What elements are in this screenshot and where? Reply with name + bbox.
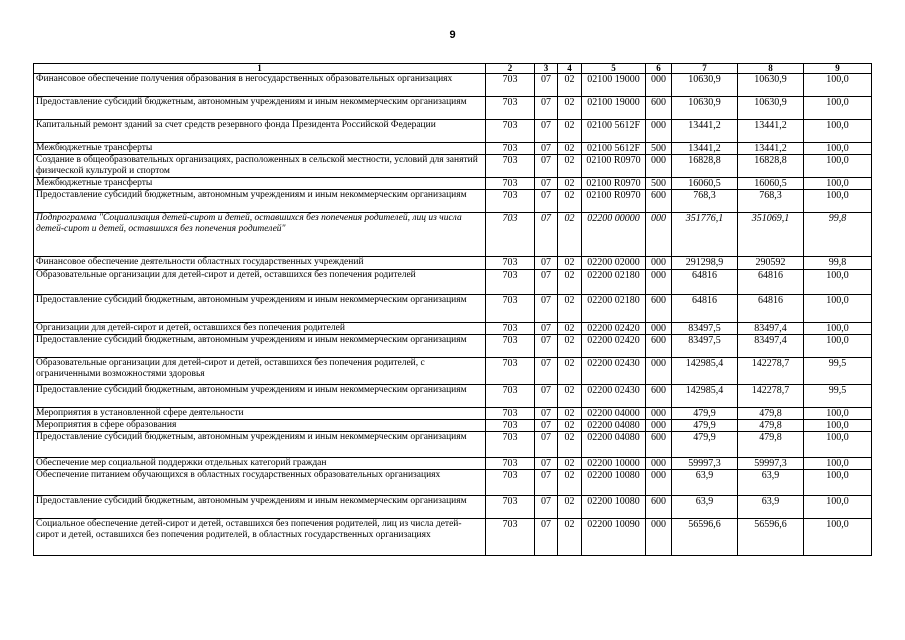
- row-col-2: 703: [486, 519, 535, 556]
- row-col-5: 02200 02420: [582, 335, 646, 358]
- table-row: [34, 519, 872, 556]
- row-col-5: 02100 19000: [582, 97, 646, 120]
- row-col-4: 02: [558, 155, 582, 178]
- row-name: Мероприятия в установленной сфере деятельности: [34, 408, 486, 420]
- row-col-9: 100,0: [804, 120, 872, 143]
- row-col-8: 479,8: [738, 408, 804, 420]
- row-name: Предоставление субсидий бюджетным, автономным учреждениям и иным некоммерческим организациям: [34, 295, 486, 323]
- row-col-6: 600: [646, 496, 672, 519]
- row-col-9: 100,0: [804, 335, 872, 358]
- row-col-3: 07: [535, 496, 558, 519]
- table-row: [34, 190, 872, 213]
- row-col-3: 07: [535, 323, 558, 335]
- row-col-5: 02100 5612F: [582, 120, 646, 143]
- row-col-6: 000: [646, 213, 672, 257]
- row-col-2: 703: [486, 420, 535, 432]
- row-col-6: 500: [646, 143, 672, 155]
- row-col-3: 07: [535, 270, 558, 295]
- row-col-4: 02: [558, 97, 582, 120]
- table-row: [34, 335, 872, 358]
- row-col-5: 02200 10000: [582, 458, 646, 470]
- row-col-9: 100,0: [804, 295, 872, 323]
- budget-table: [33, 63, 872, 556]
- row-col-2: 703: [486, 470, 535, 496]
- row-name: Предоставление субсидий бюджетным, автономным учреждениям и иным некоммерческим организациям: [34, 190, 486, 213]
- row-col-8: 64816: [738, 295, 804, 323]
- row-col-3: 07: [535, 420, 558, 432]
- table-row: [34, 385, 872, 408]
- row-col-9: 100,0: [804, 519, 872, 556]
- row-col-5: 02100 5612F: [582, 143, 646, 155]
- row-col-4: 02: [558, 143, 582, 155]
- row-col-5: 02200 04080: [582, 432, 646, 458]
- column-header: 1: [34, 64, 486, 74]
- row-col-4: 02: [558, 358, 582, 385]
- row-col-7: 142985,4: [672, 358, 738, 385]
- row-col-8: 64816: [738, 270, 804, 295]
- row-col-6: 600: [646, 432, 672, 458]
- row-col-8: 768,3: [738, 190, 804, 213]
- row-col-7: 13441,2: [672, 120, 738, 143]
- table-row: [34, 143, 872, 155]
- table-row: [34, 458, 872, 470]
- row-col-2: 703: [486, 358, 535, 385]
- row-col-3: 07: [535, 257, 558, 270]
- row-col-7: 142985,4: [672, 385, 738, 408]
- row-col-4: 02: [558, 470, 582, 496]
- row-col-6: 600: [646, 97, 672, 120]
- row-col-5: 02100 R0970: [582, 190, 646, 213]
- row-col-2: 703: [486, 120, 535, 143]
- table-row: [34, 257, 872, 270]
- table-row: [34, 155, 872, 178]
- row-name: Образовательные организации для детей-сирот и детей, оставшихся без попечения родителей, с ограниченными возможностями здоровья: [34, 358, 486, 385]
- row-name: Предоставление субсидий бюджетным, автономным учреждениям и иным некоммерческим организациям: [34, 432, 486, 458]
- row-col-9: 100,0: [804, 420, 872, 432]
- row-col-7: 10630,9: [672, 97, 738, 120]
- row-col-3: 07: [535, 295, 558, 323]
- row-col-2: 703: [486, 155, 535, 178]
- row-name: Капитальный ремонт зданий за счет средств резервного фонда Президента Российской Федерации: [34, 120, 486, 143]
- row-col-8: 16060,5: [738, 178, 804, 190]
- table-row: [34, 295, 872, 323]
- table-row: [34, 496, 872, 519]
- row-col-9: 100,0: [804, 74, 872, 97]
- row-col-5: 02200 04080: [582, 420, 646, 432]
- row-col-4: 02: [558, 519, 582, 556]
- row-col-8: 10630,9: [738, 74, 804, 97]
- row-col-7: 56596,6: [672, 519, 738, 556]
- table-row: [34, 178, 872, 190]
- row-name: Организации для детей-сирот и детей, оставшихся без попечения родителей: [34, 323, 486, 335]
- row-col-6: 000: [646, 323, 672, 335]
- row-col-3: 07: [535, 120, 558, 143]
- row-col-6: 000: [646, 257, 672, 270]
- row-name: Социальное обеспечение детей-сирот и детей, оставшихся без попечения родителей, лиц из числа детей-сирот и детей, оставшихся без попечения родителей, в областных государственных организациях: [34, 519, 486, 556]
- row-col-5: 02200 00000: [582, 213, 646, 257]
- row-col-4: 02: [558, 408, 582, 420]
- row-col-8: 290592: [738, 257, 804, 270]
- row-col-3: 07: [535, 143, 558, 155]
- row-col-3: 07: [535, 458, 558, 470]
- table-row: [34, 213, 872, 257]
- column-header: 4: [558, 64, 582, 74]
- row-name: Обеспечение мер социальной поддержки отдельных категорий граждан: [34, 458, 486, 470]
- row-col-6: 000: [646, 270, 672, 295]
- row-col-8: 142278,7: [738, 358, 804, 385]
- row-col-6: 500: [646, 178, 672, 190]
- table-row: [34, 120, 872, 143]
- column-header: 5: [582, 64, 646, 74]
- row-col-7: 351776,1: [672, 213, 738, 257]
- row-col-4: 02: [558, 385, 582, 408]
- row-col-9: 100,0: [804, 458, 872, 470]
- row-col-4: 02: [558, 270, 582, 295]
- row-col-9: 100,0: [804, 143, 872, 155]
- row-col-3: 07: [535, 335, 558, 358]
- row-col-6: 000: [646, 358, 672, 385]
- row-col-7: 768,3: [672, 190, 738, 213]
- table-row: [34, 323, 872, 335]
- row-col-4: 02: [558, 120, 582, 143]
- row-col-6: 000: [646, 120, 672, 143]
- row-col-6: 600: [646, 295, 672, 323]
- row-col-8: 16828,8: [738, 155, 804, 178]
- row-col-4: 02: [558, 496, 582, 519]
- row-col-9: 100,0: [804, 408, 872, 420]
- row-col-5: 02200 02000: [582, 257, 646, 270]
- row-col-3: 07: [535, 155, 558, 178]
- row-col-7: 63,9: [672, 496, 738, 519]
- row-col-6: 000: [646, 470, 672, 496]
- row-col-9: 100,0: [804, 190, 872, 213]
- row-name: Предоставление субсидий бюджетным, автономным учреждениям и иным некоммерческим организациям: [34, 335, 486, 358]
- row-col-2: 703: [486, 270, 535, 295]
- row-col-7: 479,9: [672, 408, 738, 420]
- row-col-5: 02200 02180: [582, 270, 646, 295]
- row-col-9: 100,0: [804, 432, 872, 458]
- row-col-3: 07: [535, 213, 558, 257]
- row-col-4: 02: [558, 213, 582, 257]
- column-header: 8: [738, 64, 804, 74]
- row-col-7: 10630,9: [672, 74, 738, 97]
- row-name: Межбюджетные трансферты: [34, 143, 486, 155]
- row-col-4: 02: [558, 335, 582, 358]
- table-row: [34, 432, 872, 458]
- row-col-7: 64816: [672, 295, 738, 323]
- row-col-3: 07: [535, 190, 558, 213]
- row-name: Финансовое обеспечение получения образования в негосударственных образовательных организациях: [34, 74, 486, 97]
- row-col-9: 100,0: [804, 97, 872, 120]
- row-col-6: 000: [646, 408, 672, 420]
- row-col-9: 100,0: [804, 323, 872, 335]
- table-row: [34, 270, 872, 295]
- row-col-3: 07: [535, 385, 558, 408]
- row-col-9: 100,0: [804, 178, 872, 190]
- column-header: 2: [486, 64, 535, 74]
- row-col-8: 83497,4: [738, 323, 804, 335]
- row-col-5: 02200 02180: [582, 295, 646, 323]
- row-col-2: 703: [486, 323, 535, 335]
- row-col-4: 02: [558, 257, 582, 270]
- row-col-9: 99,5: [804, 358, 872, 385]
- row-col-7: 291298,9: [672, 257, 738, 270]
- row-col-3: 07: [535, 408, 558, 420]
- row-col-2: 703: [486, 190, 535, 213]
- row-col-2: 703: [486, 408, 535, 420]
- row-name: Обеспечение питанием обучающихся в областных государственных образовательных организациях: [34, 470, 486, 496]
- row-col-4: 02: [558, 458, 582, 470]
- row-col-4: 02: [558, 178, 582, 190]
- row-col-3: 07: [535, 74, 558, 97]
- row-col-8: 13441,2: [738, 120, 804, 143]
- row-col-2: 703: [486, 385, 535, 408]
- row-col-7: 83497,5: [672, 335, 738, 358]
- page-number: 9: [449, 29, 456, 41]
- row-col-7: 479,9: [672, 420, 738, 432]
- row-col-8: 63,9: [738, 496, 804, 519]
- row-col-3: 07: [535, 97, 558, 120]
- row-col-7: 479,9: [672, 432, 738, 458]
- row-col-6: 600: [646, 385, 672, 408]
- row-col-8: 59997,3: [738, 458, 804, 470]
- row-col-7: 83497,5: [672, 323, 738, 335]
- row-col-2: 703: [486, 496, 535, 519]
- column-header: 9: [804, 64, 872, 74]
- row-col-9: 99,5: [804, 385, 872, 408]
- row-col-9: 100,0: [804, 270, 872, 295]
- row-col-7: 16060,5: [672, 178, 738, 190]
- row-col-4: 02: [558, 295, 582, 323]
- column-header: 3: [535, 64, 558, 74]
- row-col-2: 703: [486, 432, 535, 458]
- column-number-header-row: [34, 64, 872, 74]
- row-col-5: 02200 10080: [582, 496, 646, 519]
- row-col-4: 02: [558, 323, 582, 335]
- row-col-7: 16828,8: [672, 155, 738, 178]
- row-col-6: 000: [646, 155, 672, 178]
- row-col-5: 02200 02430: [582, 385, 646, 408]
- row-col-3: 07: [535, 178, 558, 190]
- row-col-2: 703: [486, 257, 535, 270]
- row-col-3: 07: [535, 358, 558, 385]
- table-row: [34, 74, 872, 97]
- row-col-8: 56596,6: [738, 519, 804, 556]
- row-col-5: 02100 R0970: [582, 155, 646, 178]
- row-col-4: 02: [558, 420, 582, 432]
- row-col-4: 02: [558, 74, 582, 97]
- row-col-9: 100,0: [804, 470, 872, 496]
- row-col-3: 07: [535, 470, 558, 496]
- row-col-7: 13441,2: [672, 143, 738, 155]
- row-name: Подпрограмма "Социализация детей-сирот и детей, оставшихся без попечения родителей, лиц из числа детей-сирот и детей, оставшихся без попечения родителей": [34, 213, 486, 257]
- row-col-2: 703: [486, 143, 535, 155]
- row-col-5: 02200 02420: [582, 323, 646, 335]
- row-name: Межбюджетные трансферты: [34, 178, 486, 190]
- row-col-8: 479,8: [738, 432, 804, 458]
- row-col-6: 600: [646, 190, 672, 213]
- table-row: [34, 408, 872, 420]
- row-col-8: 10630,9: [738, 97, 804, 120]
- row-col-9: 100,0: [804, 155, 872, 178]
- row-col-7: 59997,3: [672, 458, 738, 470]
- row-col-5: 02100 19000: [582, 74, 646, 97]
- row-col-9: 99,8: [804, 257, 872, 270]
- table-body: [34, 64, 872, 556]
- row-col-3: 07: [535, 519, 558, 556]
- row-col-8: 13441,2: [738, 143, 804, 155]
- row-col-9: 100,0: [804, 496, 872, 519]
- row-col-3: 07: [535, 432, 558, 458]
- row-name: Предоставление субсидий бюджетным, автономным учреждениям и иным некоммерческим организациям: [34, 97, 486, 120]
- row-col-4: 02: [558, 432, 582, 458]
- row-col-8: 351069,1: [738, 213, 804, 257]
- row-col-2: 703: [486, 178, 535, 190]
- row-col-2: 703: [486, 295, 535, 323]
- row-col-8: 479,8: [738, 420, 804, 432]
- row-col-2: 703: [486, 213, 535, 257]
- row-col-2: 703: [486, 74, 535, 97]
- row-col-7: 63,9: [672, 470, 738, 496]
- table-row: [34, 470, 872, 496]
- row-col-5: 02200 10080: [582, 470, 646, 496]
- table-row: [34, 420, 872, 432]
- table-row: [34, 97, 872, 120]
- row-col-6: 000: [646, 519, 672, 556]
- row-name: Предоставление субсидий бюджетным, автономным учреждениям и иным некоммерческим организациям: [34, 385, 486, 408]
- row-name: Мероприятия в сфере образования: [34, 420, 486, 432]
- row-col-8: 63,9: [738, 470, 804, 496]
- row-col-8: 142278,7: [738, 385, 804, 408]
- row-col-6: 000: [646, 420, 672, 432]
- row-col-6: 000: [646, 458, 672, 470]
- row-col-8: 83497,4: [738, 335, 804, 358]
- column-header: 6: [646, 64, 672, 74]
- row-name: Финансовое обеспечение деятельности областных государственных учреждений: [34, 257, 486, 270]
- column-header: 7: [672, 64, 738, 74]
- row-col-5: 02100 R0970: [582, 178, 646, 190]
- row-col-4: 02: [558, 190, 582, 213]
- row-name: Образовательные организации для детей-сирот и детей, оставшихся без попечения родителей: [34, 270, 486, 295]
- row-col-7: 64816: [672, 270, 738, 295]
- row-col-2: 703: [486, 335, 535, 358]
- row-col-5: 02200 04000: [582, 408, 646, 420]
- row-col-5: 02200 02430: [582, 358, 646, 385]
- table-row: [34, 358, 872, 385]
- row-col-2: 703: [486, 458, 535, 470]
- row-name: Создание в общеобразовательных организациях, расположенных в сельской местности, условий для занятий физической культурой и спортом: [34, 155, 486, 178]
- row-col-6: 000: [646, 74, 672, 97]
- row-col-2: 703: [486, 97, 535, 120]
- row-col-9: 99,8: [804, 213, 872, 257]
- row-col-6: 600: [646, 335, 672, 358]
- row-col-5: 02200 10090: [582, 519, 646, 556]
- row-name: Предоставление субсидий бюджетным, автономным учреждениям и иным некоммерческим организациям: [34, 496, 486, 519]
